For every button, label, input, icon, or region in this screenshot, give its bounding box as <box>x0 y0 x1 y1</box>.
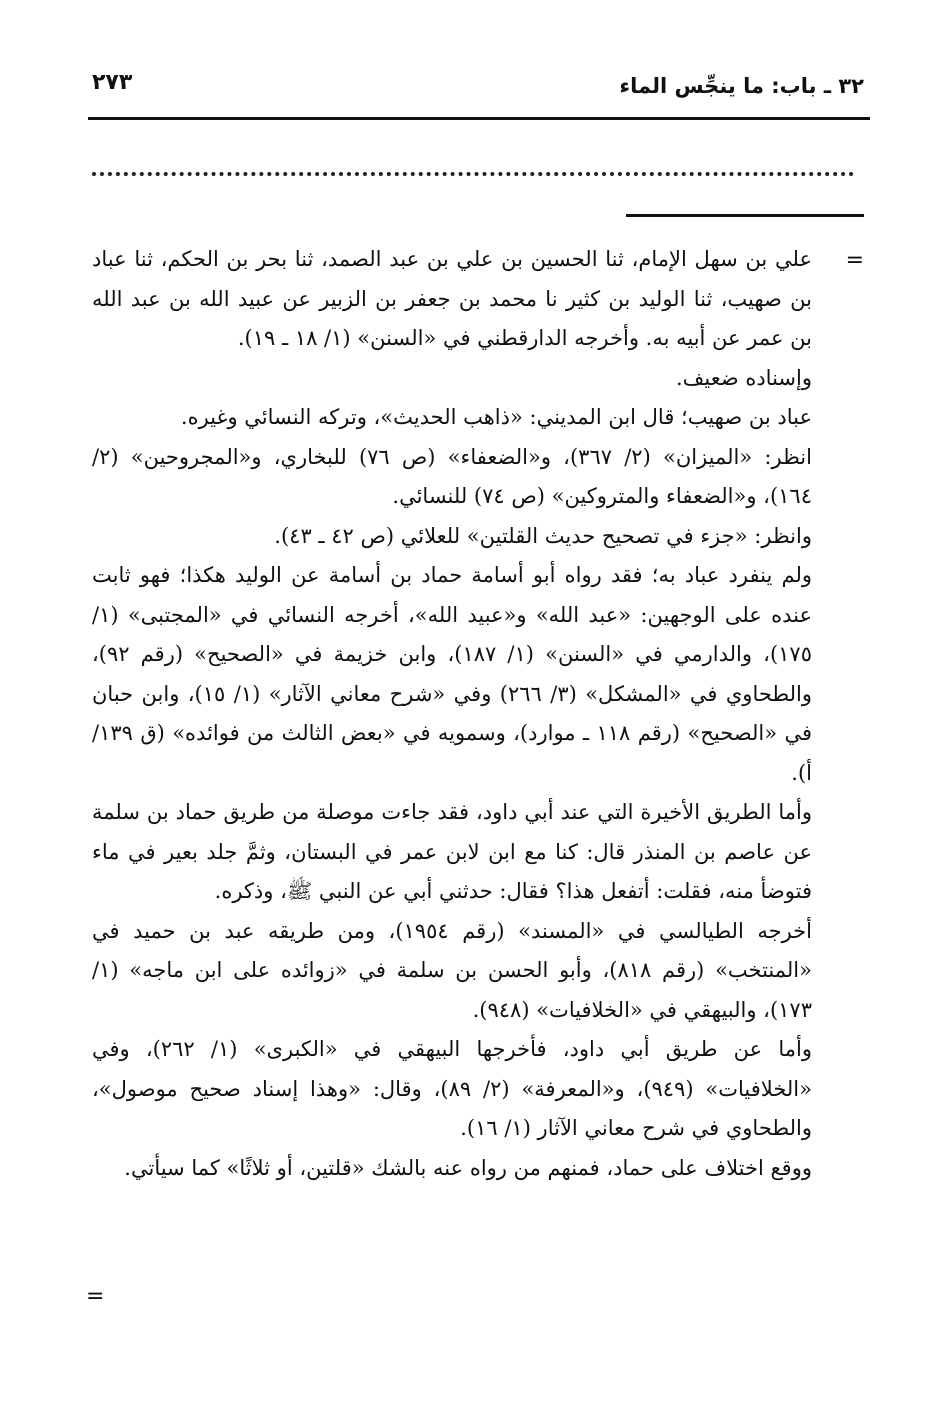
paragraph: وإسناده ضعيف. <box>675 365 812 390</box>
continuation-mark-top: = <box>845 248 864 273</box>
paragraph: وانظر: «جزء في تصحيح حديث القلتين» للعلائي (ص ٤٢ ـ ٤٣). <box>274 523 812 548</box>
page-header <box>92 64 864 116</box>
paragraph: وأما عن طريق أبي داود، فأخرجها البيهقي في «الكبرى» (١/ ٢٦٢)، وفي «الخلافيات» (٩٤٩)، و«المعرفة» (٢/ ٨٩)، وقال: «وهذا إسناد صحيح موصول»، والطحاوي في شرح معاني الآثار (١/ ١٦). <box>92 1037 812 1140</box>
dotted-separator <box>92 172 854 176</box>
paragraph: ووقع اختلاف على حماد، فمنهم من رواه عنه بالشك «قلتين، أو ثلاثًا» كما سيأتي. <box>124 1155 812 1180</box>
paragraph: وأما الطريق الأخيرة التي عند أبي داود، فقد جاءت موصلة من طريق حماد بن سلمة عن عاصم بن المنذر قال: كنا مع ابن لابن عمر في البستان، وثمَّ جلد بعير في ماء فتوضأ منه، فقلت: أتفعل هذا؟ فقال: حدثني أبي عن النبي ﷺ، وذكره. <box>92 800 812 903</box>
footnote-body <box>92 240 812 1188</box>
paragraph: ولم ينفرد عباد به؛ فقد رواه أبو أسامة حماد بن أسامة عن الوليد هكذا؛ فهو ثابت عنده على الوجهين: «عبد الله» و«عبيد الله»، أخرجه النسائي في «المجتبى» (١/ ١٧٥)، والدارمي في «السنن» (١/ ١٨٧)، وابن خزيمة في «الصحيح» (رقم ٩٢)، والطحاوي في «المشكل» (٣/ ٢٦٦) وفي «شرح معاني الآثار» (١/ ١٥)، وابن حبان في «الصحيح» (رقم ١١٨ ـ موارد)، وسمويه في «بعض الثالث من فوائده» (ق ١٣٩/ أ). <box>92 563 812 785</box>
paragraph: علي بن سهل الإمام، ثنا الحسين بن علي بن عبد الصمد، ثنا بحر بن الحكم، ثنا عباد بن صهيب، ثنا الوليد بن كثير نا محمد بن جعفر بن الزبير عن عبيد الله بن عبد الله بن عمر عن أبيه به. وأخرجه الدارقطني في «السنن» (١/ ١٨ ـ ١٩). <box>92 247 812 350</box>
header-rule <box>88 117 870 120</box>
footnote-rule <box>626 214 864 217</box>
page-number: ٢٧٣ <box>92 70 133 95</box>
paragraph: أخرجه الطيالسي في «المسند» (رقم ١٩٥٤)، ومن طريقه عبد بن حميد في «المنتخب» (رقم ٨١٨)، وأبو الحسن بن سلمة في «زوائده على ابن ماجه» (١/ ١٧٣)، والبيهقي في «الخلافيات» (٩٤٨). <box>92 918 812 1022</box>
chapter-title: ٣٢ ـ باب: ما ينجِّس الماء <box>619 74 864 98</box>
paragraph: انظر: «الميزان» (٢/ ٣٦٧)، و«الضعفاء» (ص ٧٦) للبخاري، و«المجروحين» (٢/ ١٦٤)، و«الضعفاء والمتروكين» (ص ٧٤) للنسائي. <box>92 444 812 508</box>
paragraph: عباد بن صهيب؛ قال ابن المديني: «ذاهب الحديث»، وتركه النسائي وغيره. <box>180 405 812 429</box>
continuation-mark-bottom: = <box>86 1284 105 1309</box>
